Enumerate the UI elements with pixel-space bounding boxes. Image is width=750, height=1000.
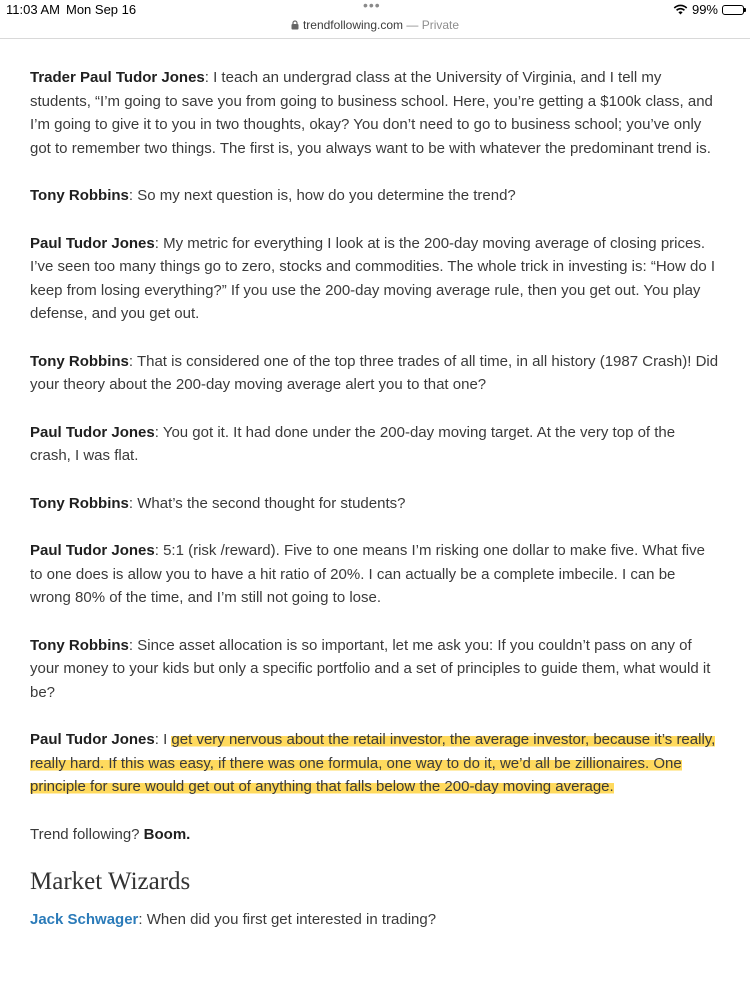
paragraph [30,634,720,705]
paragraph-text: : 5:1 (risk /reward). Five to one means I’m risking one dollar to make five. What five to one does is allow you to have a hit ratio of 20%. I can actually be a complete imbecile. I can be wrong 80% of the time, and I’m still not going to lose. [30,542,705,606]
status-time: 11:03 AM [6,2,60,17]
paragraph-text: : I teach an undergrad class at the University of Virginia, and I tell my students, “I’m going to save you from going to business school. Here, you’re getting a $100k class, and I’m going to give it to you in two thoughts, okay? You don’t need to go to business school; you’ve only got to remember two things. The first is, you always want to be with whatever the predominant trend is. [30,69,713,157]
paragraph-lead: : I [154,731,172,748]
closing-bold: Boom. [143,825,191,843]
paragraph [30,539,720,610]
url-bar[interactable] [0,18,750,38]
paragraph-text: : That is considered one of the top three trades of all time, in all history (1987 Crash)! Did your theory about the 200-day moving average alert you to that one? [30,352,719,393]
paragraph-text: : What’s the second thought for students? [128,494,406,512]
status-date: Mon Sep 16 [66,2,137,17]
speaker-name: Paul Tudor Jones [30,423,155,441]
paragraph [30,66,720,160]
closing-line [30,823,720,847]
speaker-name: Tony Robbins [30,352,129,370]
speaker-name: Tony Robbins [30,636,129,654]
lock-icon [291,20,299,30]
battery-percent: 99% [691,2,718,17]
paragraph-text: : So my next question is, how do you determine the trend? [128,187,516,204]
paragraph [30,421,720,468]
speaker-name: Trader Paul Tudor Jones [30,69,205,86]
speaker-name: Paul Tudor Jones [30,234,155,252]
paragraph [30,350,720,397]
speaker-name: Tony Robbins [30,494,129,512]
status-right [673,2,744,17]
url-domain: trendfollowing.com [302,18,404,32]
url-separator: — [403,18,422,32]
paragraph-text: : Since asset allocation is so important, let me ask you: If you couldn’t pass on any of your money to your kids but only a specific portfolio and a set of principles to guide them, what would it be? [30,636,711,701]
status-bar [0,0,750,20]
paragraph [30,184,720,208]
speaker-name: Paul Tudor Jones [30,731,155,748]
multitasking-dots[interactable]: ••• [363,0,381,13]
paragraph-text: : You got it. It had done under the 200-day moving target. At the very top of the crash, I was flat. [30,423,676,464]
paragraph [30,492,720,516]
battery-icon [722,5,744,15]
paragraph [30,908,720,932]
speaker-name: Tony Robbins [30,187,129,204]
speaker-name: Paul Tudor Jones [30,542,155,559]
closing-text: Trend following? [30,825,144,843]
paragraph-text: : When did you first get interested in trading? [138,910,437,928]
toolbar-divider [0,38,750,39]
speaker-link[interactable]: Jack Schwager [30,910,139,928]
highlighted-paragraph [30,728,720,799]
highlighted-text: get very nervous about the retail investor, the average investor, because it’s really, really hard. If this was easy, if there was one formula, one way to do it, we’d all be zillionaires. One principle for sure would get out of anything that falls below the 200-day moving average. [30,731,716,795]
paragraph [30,232,720,326]
private-label: Private [421,18,460,32]
wifi-icon [673,4,688,15]
article-body [30,66,720,955]
section-heading: Market Wizards [30,868,191,895]
paragraph-text: : My metric for everything I look at is the 200-day moving average of closing prices. I’ve seen too many things go to zero, stocks and commodities. The whole trick in investing is: “How do I keep from losing everything?” If you use the 200-day moving average rule, then you get out. You play defense, and you get out. [30,234,716,322]
